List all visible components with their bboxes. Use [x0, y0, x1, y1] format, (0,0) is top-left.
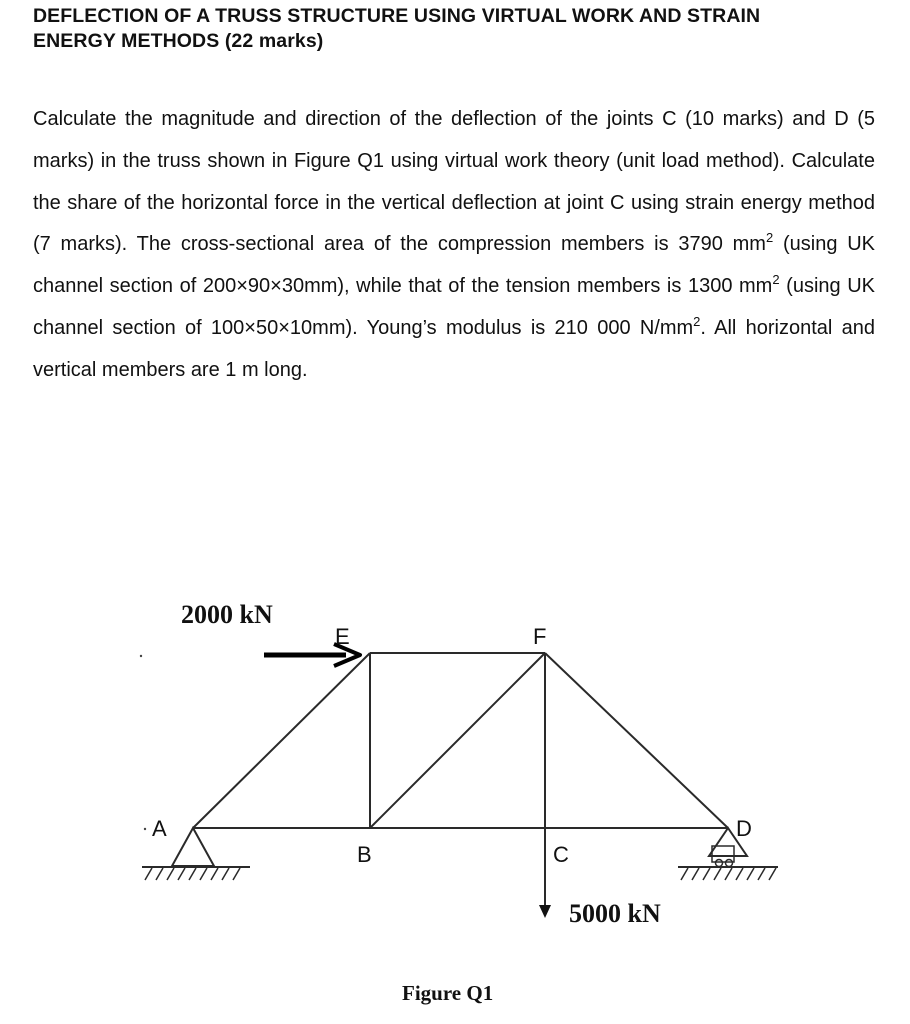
paragraph-part-4: . All horizontal and vertical members are 1 m long.: [33, 316, 875, 381]
truss-members: [193, 653, 728, 828]
roller-wheel: [726, 860, 733, 867]
member-bf: [370, 653, 545, 828]
roller-support-d: [678, 828, 778, 880]
vertical-arrow-head: [539, 905, 551, 918]
superscript-2: 2: [765, 230, 774, 246]
roller-wheel: [716, 860, 723, 867]
question-paragraph: [33, 99, 875, 392]
joint-label-f: F: [533, 624, 547, 649]
paragraph-part-1: Calculate the magnitude and direction of the deflection of the joints C (10 marks) and D (5 marks) in the truss shown in Figure Q1 using virtual work theory (unit load method). Calculate the share of the horizontal force in the vertical deflection at joint C using strain energy method (7 marks). The cross-sectional area of the compression members is 3790 mm: [33, 108, 875, 256]
superscript-2: 2: [693, 313, 701, 329]
joint-label-b: B: [357, 842, 372, 867]
stray-dot: [144, 828, 146, 830]
member-fd: [545, 653, 728, 828]
paragraph-part-3: (using UK channel section of 100×50×10mm). Young’s modulus is 210 000 N/mm: [33, 275, 875, 339]
joint-label-d: D: [736, 816, 752, 841]
horizontal-load-label: 2000 kN: [181, 600, 273, 629]
truss-diagram: [0, 580, 910, 1024]
ground-hatch: [681, 868, 776, 880]
joint-label-c: C: [553, 842, 569, 867]
superscript-2: 2: [772, 272, 780, 288]
member-ae: [193, 653, 370, 828]
heading-line-2: ENERGY METHODS (22 marks): [33, 30, 324, 52]
truss-figure: [0, 580, 910, 1024]
joint-label-e: E: [335, 624, 350, 649]
question-heading: [33, 4, 893, 54]
ground-hatch: [145, 868, 240, 880]
figure-caption: Figure Q1: [402, 981, 494, 1005]
joint-label-a: A: [152, 816, 167, 841]
stray-dot: [140, 655, 142, 657]
paragraph-part-2: (using UK channel section of 200×90×30mm), while that of the tension members is 1300 mm: [33, 233, 875, 298]
pin-triangle: [172, 828, 214, 866]
vertical-load-label: 5000 kN: [569, 899, 661, 928]
vertical-load-arrow: [539, 828, 551, 918]
heading-line-1: DEFLECTION OF A TRUSS STRUCTURE USING VIRTUAL WORK AND STRAIN: [33, 5, 761, 27]
